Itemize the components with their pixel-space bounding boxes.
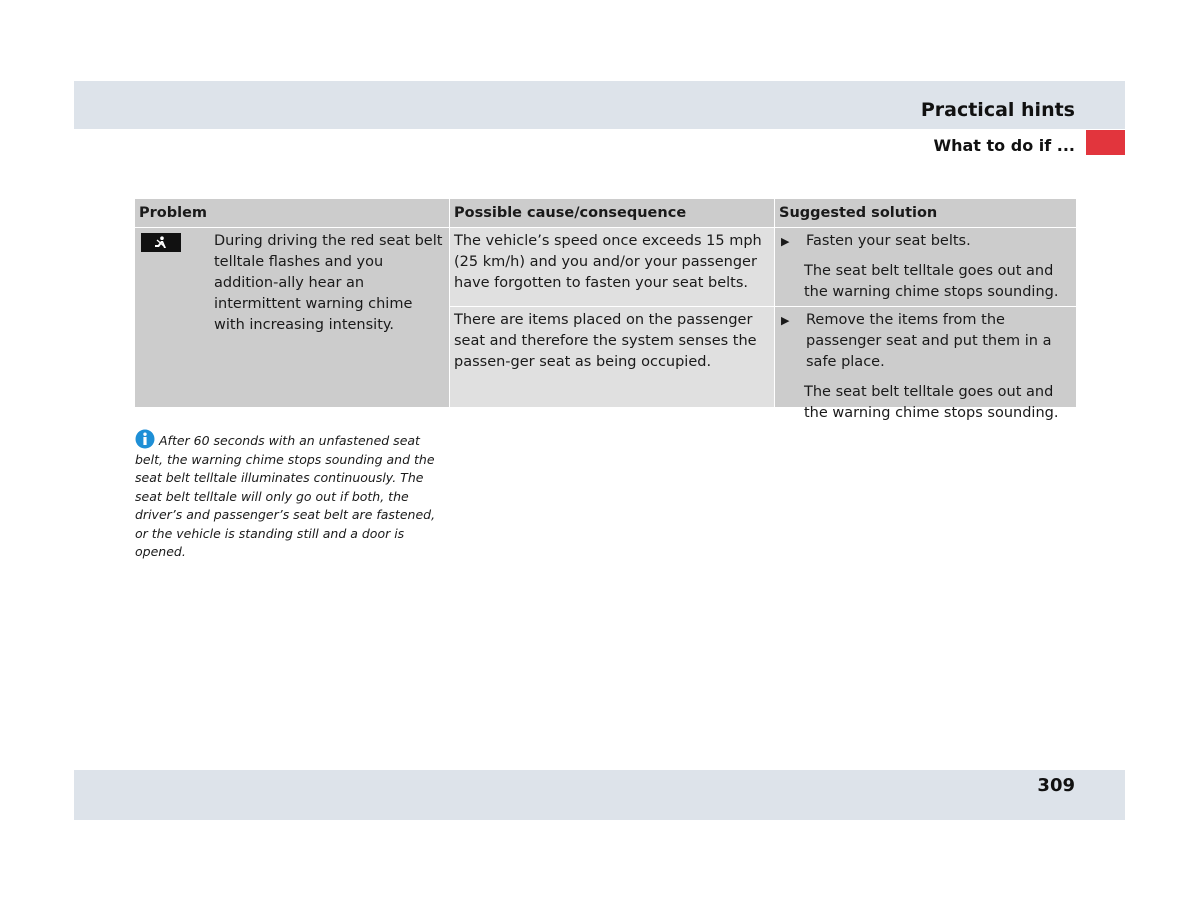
cause-cell: There are items placed on the passenger seat and therefore the system senses the passen-ger seat as being occupied. [450, 307, 774, 407]
info-icon [135, 429, 155, 449]
info-note [135, 429, 445, 562]
section-title: Practical hints [920, 99, 1075, 121]
problem-description: During driving the red seat belt telltale flashes and you addition-ally hear an intermittent warning chime with increasing intensity. [214, 233, 443, 333]
column-header-cause: Possible cause/consequence [450, 199, 774, 227]
arrow-bullet-icon: ▶ [781, 314, 790, 327]
solution-result: The seat belt telltale goes out and the warning chime stops sounding. [804, 384, 1059, 421]
solution-result: The seat belt telltale goes out and the warning chime stops sounding. [804, 263, 1059, 300]
solution-action: Fasten your seat belts. [806, 233, 971, 249]
cause-cell: The vehicle’s speed once exceeds 15 mph (25 km/h) and you and/or your passenger have forgotten to fasten your seat belts. [450, 228, 774, 306]
solution-cell [775, 228, 1076, 306]
section-marker-tab [1086, 130, 1125, 155]
footer-band [74, 770, 1125, 820]
arrow-bullet-icon: ▶ [781, 235, 790, 248]
page-number: 309 [1037, 775, 1075, 796]
section-subtitle: What to do if ... [933, 136, 1075, 155]
column-header-solution: Suggested solution [775, 199, 1076, 227]
solution-cell [775, 307, 1076, 421]
seat-belt-telltale-icon [141, 233, 181, 252]
solution-action: Remove the items from the passenger seat and put them in a safe place. [806, 312, 1052, 370]
column-header-problem: Problem [135, 199, 449, 227]
problem-cell [135, 228, 449, 407]
info-note-text: After 60 seconds with an unfastened seat belt, the warning chime stops sounding and the seat belt telltale illuminates continuously. The seat belt telltale will only go out if both, the driver’s and passenger’s seat belt are fastened, or the vehicle is standing still and a door is opened. [135, 433, 436, 559]
